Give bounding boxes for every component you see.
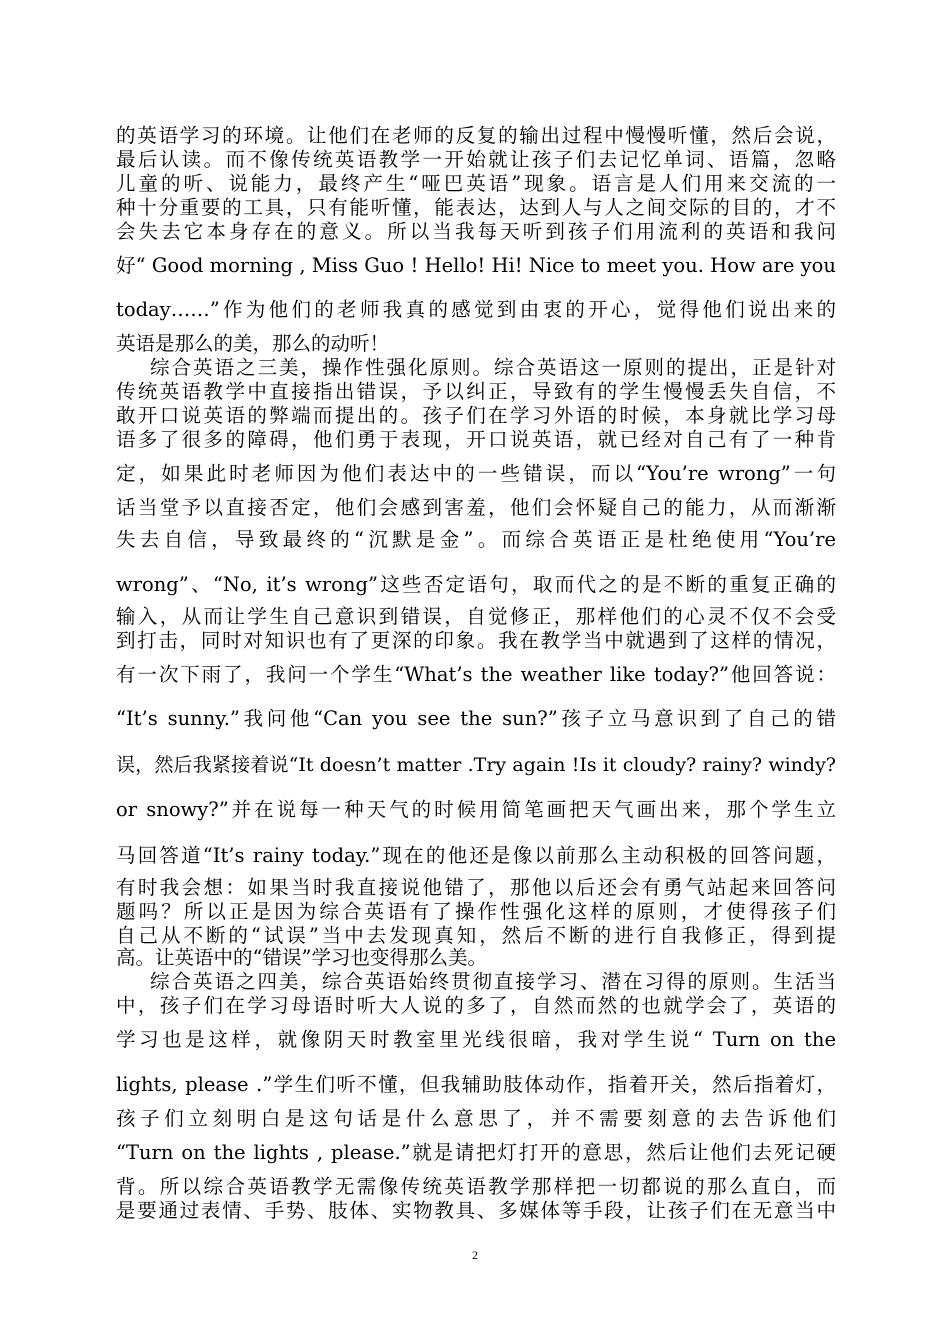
text-line: 好“ Good morning , Miss Guo ! Hello! Hi! Nice to meet you. How are you [116,254,836,277]
text-line: 有一次下雨了，我问一个学生“What’s the weather like today?”他回答说： [116,663,836,686]
text-line: 是要通过表情、手势、肢体、实物教具、多媒体等手段，让孩子们在无意当中 [116,1199,836,1222]
text-line: wrong”、“No, it’s wrong”这些否定语句，取而代之的是不断的重复正确的 [116,573,836,596]
text-line: 高。让英语中的“错误”学习也变得那么美。 [116,946,487,969]
text-line: 最后认读。而不像传统英语教学一开始就让孩子们去记忆单词、语篇，忽略 [116,148,836,171]
text-line: 传统英语教学中直接指出错误，予以纠正，导致有的学生慢慢丢失自信，不 [116,380,836,403]
text-line: 儿童的听、说能力，最终产生“哑巴英语”现象。语言是人们用来交流的一 [116,172,836,195]
text-line: 到打击，同时对知识也有了更深的印象。我在教学当中就遇到了这样的情况， [116,629,836,652]
text-line: or snowy?”并在说每一种天气的时候用简笔画把天气画出来，那个学生立 [116,798,836,821]
text-line: 背。所以综合英语教学无需像传统英语教学那样把一切都说的那么直白，而 [116,1175,836,1198]
text-line: today……”作为他们的老师我真的感觉到由衷的开心，觉得他们说出来的 [116,298,836,321]
page-number: 2 [472,1248,478,1262]
text-line: 种十分重要的工具，只有能听懂，能表达，达到人与人之间交际的目的，才不 [116,196,836,219]
text-line: 失去自信，导致最终的“沉默是金”。而综合英语正是杜绝使用“You’re [116,528,836,551]
text-line: 学习也是这样，就像阴天时教室里光线很暗，我对学生说“ Turn on the [116,1028,836,1051]
text-line: 定，如果此时老师因为他们表达中的一些错误，而以“You’re wrong”一句 [116,462,836,485]
text-line: 中，孩子们在学习母语时听大人说的多了，自然而然的也就学会了，英语的 [116,994,836,1017]
text-line: 语多了很多的障碍，他们勇于表现，开口说英语，就已经对自己有了一种肯 [116,428,836,451]
text-line: 输入，从而让学生自己意识到错误，自觉修正，那样他们的心灵不仅不会受 [116,605,836,628]
text-line: 马回答道“It’s rainy today.”现在的他还是像以前那么主动积极的回答问题， [116,844,836,867]
text-line: “Turn on the lights , please.”就是请把灯打开的意思，然后让他们去死记硬 [116,1141,836,1164]
text-line: 敢开口说英语的弊端而提出的。孩子们在学习外语的时候，本身就比学习母 [116,404,836,427]
text-line: 孩子们立刻明白是这句话是什么意思了，并不需要刻意的去告诉他们 [116,1107,836,1130]
text-line: 英语是那么的美，那么的动听！ [116,332,390,355]
text-line: 有时我会想：如果当时我直接说他错了，那他以后还会有勇气站起来回答问 [116,876,836,899]
text-line: “It’s sunny.”我问他“Can you see the sun?”孩子立马意识到了自己的错 [116,707,836,730]
text-line: 会失去它本身存在的意义。所以当我每天听到孩子们用流利的英语和我问 [116,220,836,243]
text-line: 的英语学习的环境。让他们在老师的反复的输出过程中慢慢听懂，然后会说， [116,124,836,147]
paragraph-first-line: 综合英语之四美，综合英语始终贯彻直接学习、潜在习得的原则。生活当 [150,970,836,993]
text-line: 误，然后我紧接着说“It doesn’t matter .Try again !Is it cloudy? rainy? windy? [116,754,836,776]
paragraph-first-line: 综合英语之三美，操作性强化原则。综合英语这一原则的提出，正是针对 [150,356,836,379]
text-line: 自己从不断的“试误”当中去发现真知，然后不断的进行自我修正，得到提 [116,924,836,947]
text-line: lights, please .”学生们听不懂，但我辅助肢体动作，指着开关，然后指着灯， [116,1073,836,1096]
text-line: 话当堂予以直接否定，他们会感到害羞，他们会怀疑自己的能力，从而渐渐 [116,496,836,519]
text-line: 题吗？所以正是因为综合英语有了操作性强化这样的原则，才使得孩子们 [116,900,836,923]
